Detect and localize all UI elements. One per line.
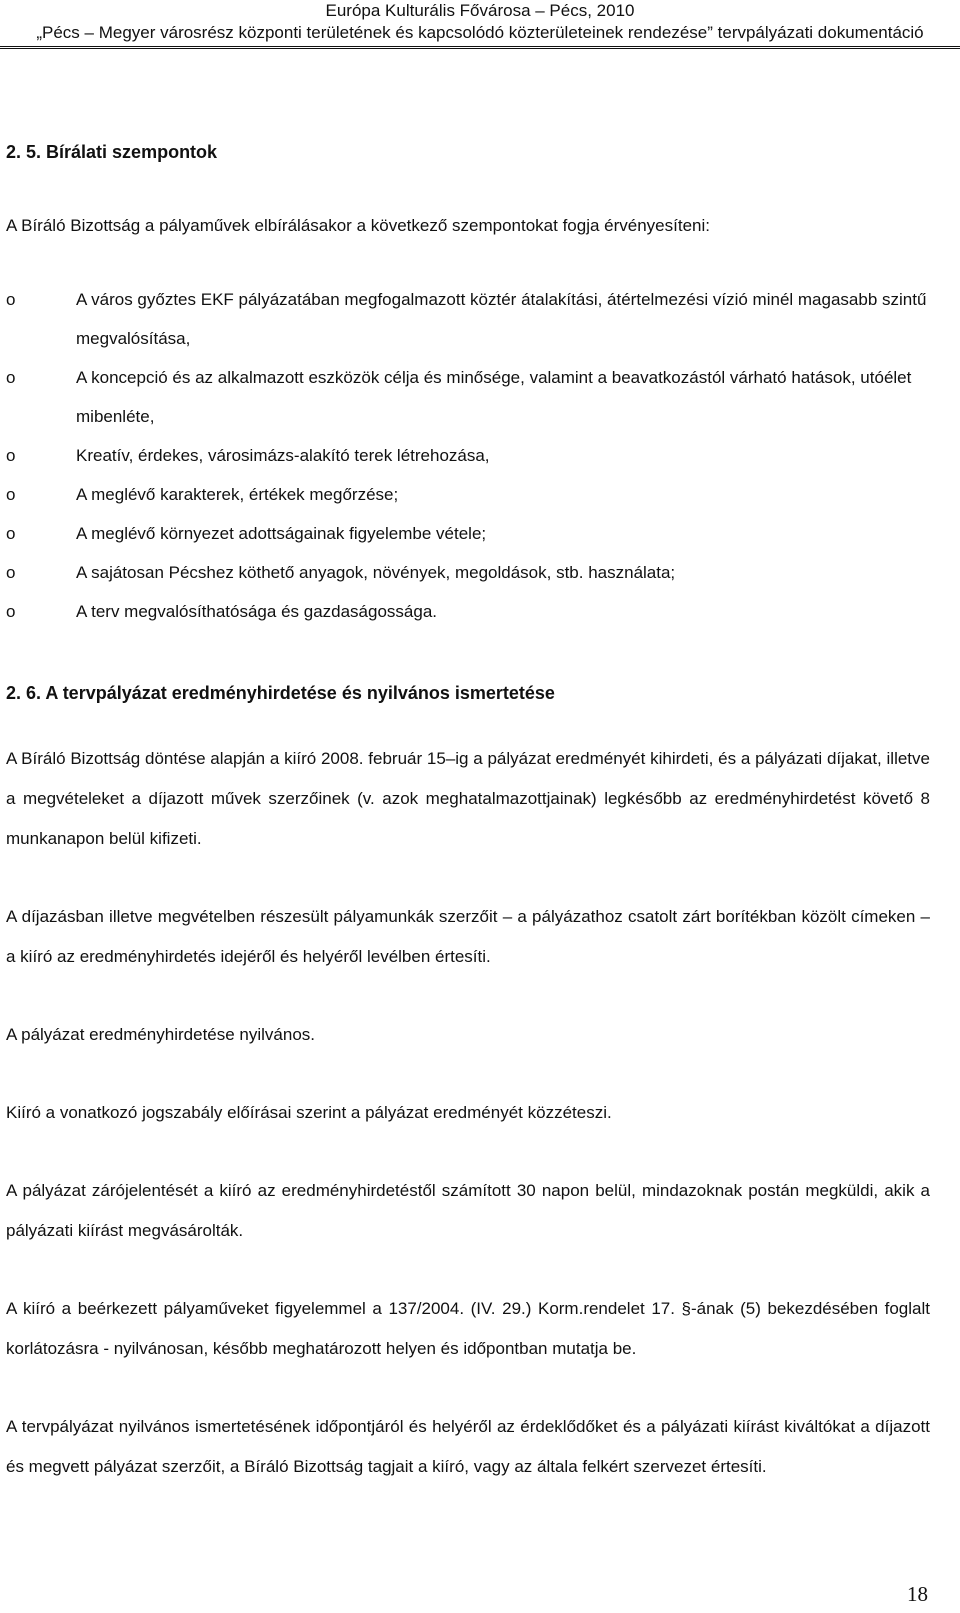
bullet-marker: o: [6, 485, 16, 504]
criteria-list: [6, 280, 930, 631]
list-item: o A koncepció és az alkalmazott eszközök célja és minősége, valamint a beavatkozástól várható hatások, utóélet mibenléte,: [6, 358, 930, 436]
paragraph: A kiíró a beérkezett pályaműveket figyelemmel a 137/2004. (IV. 29.) Korm.rendelet 17. §-ának (5) bekezdésében foglalt korlátozásra - nyilvánosan, később meghatározott helyen és időpontban mutatja be.: [6, 1299, 930, 1358]
page-header: [0, 0, 960, 44]
section-heading-2-6: 2. 6. A tervpályázat eredményhirdetése és nyilvános ismertetése: [6, 683, 555, 703]
list-item: o A sajátosan Pécshez köthető anyagok, növények, megoldások, stb. használata;: [6, 553, 930, 592]
list-item: o A terv megvalósíthatósága és gazdaságossága.: [6, 592, 930, 631]
list-item: o A meglévő karakterek, értékek megőrzése;: [6, 475, 930, 514]
document-body: [6, 140, 930, 1487]
paragraph: A Bíráló Bizottság döntése alapján a kiíró 2008. február 15–ig a pályázat eredményét kihirdeti, és a pályázati díjakat, illetve a megvételeket a díjazott művek szerzőinek (v. azok meghatalmazottjainak) legkésőbb az eredményhirdetést követő 8 munkanapon belül kifizeti.: [6, 749, 930, 848]
section-heading-2-5: 2. 5. Bírálati szempontok: [6, 142, 218, 162]
paragraph: A pályázat eredményhirdetése nyilvános.: [6, 1025, 316, 1044]
bullet-marker: o: [6, 290, 16, 309]
page-number: 18: [907, 1582, 928, 1606]
paragraph: Kiíró a vonatkozó jogszabály előírásai szerint a pályázat eredményét közzéteszi.: [6, 1103, 612, 1122]
list-item: o A város győztes EKF pályázatában megfogalmazott köztér átalakítási, átértelmezési vízió minél magasabb szintű megvalósítása,: [6, 280, 930, 358]
header-divider: [0, 46, 960, 49]
paragraph: A pályázat zárójelentését a kiíró az eredményhirdetéstől számított 30 napon belül, mindazoknak postán megküldi, akik a pályázati kiírást megvásárolták.: [6, 1181, 930, 1240]
bullet-marker: o: [6, 446, 16, 465]
paragraph: A díjazásban illetve megvételben részesült pályamunkák szerzőit – a pályázathoz csatolt zárt borítékban közölt címeken – a kiíró az eredményhirdetés idejéről és helyéről levélben értesíti.: [6, 907, 930, 966]
header-subtitle: „Pécs – Megyer városrész központi területének és kapcsolódó közterületeinek rendezése” tervpályázati dokumentáció: [36, 23, 924, 42]
section-intro: A Bíráló Bizottság a pályaművek elbírálásakor a következő szempontokat fogja érvényesíteni:: [6, 216, 710, 235]
paragraph: A tervpályázat nyilvános ismertetésének időpontjáról és helyéről az érdeklődőket és a pályázati kiírást kiváltókat a díjazott és megvett pályázat szerzőit, a Bíráló Bizottság tagjait a kiíró, vagy az általa felkért szervezet értesíti.: [6, 1417, 930, 1476]
list-item: o Kreatív, érdekes, városimázs-alakító terek létrehozása,: [6, 436, 930, 475]
bullet-marker: o: [6, 524, 16, 543]
bullet-marker: o: [6, 563, 16, 582]
bullet-marker: o: [6, 368, 16, 387]
bullet-marker: o: [6, 602, 16, 621]
header-title: Európa Kulturális Fővárosa – Pécs, 2010: [325, 1, 635, 20]
list-item: o A meglévő környezet adottságainak figyelembe vétele;: [6, 514, 930, 553]
